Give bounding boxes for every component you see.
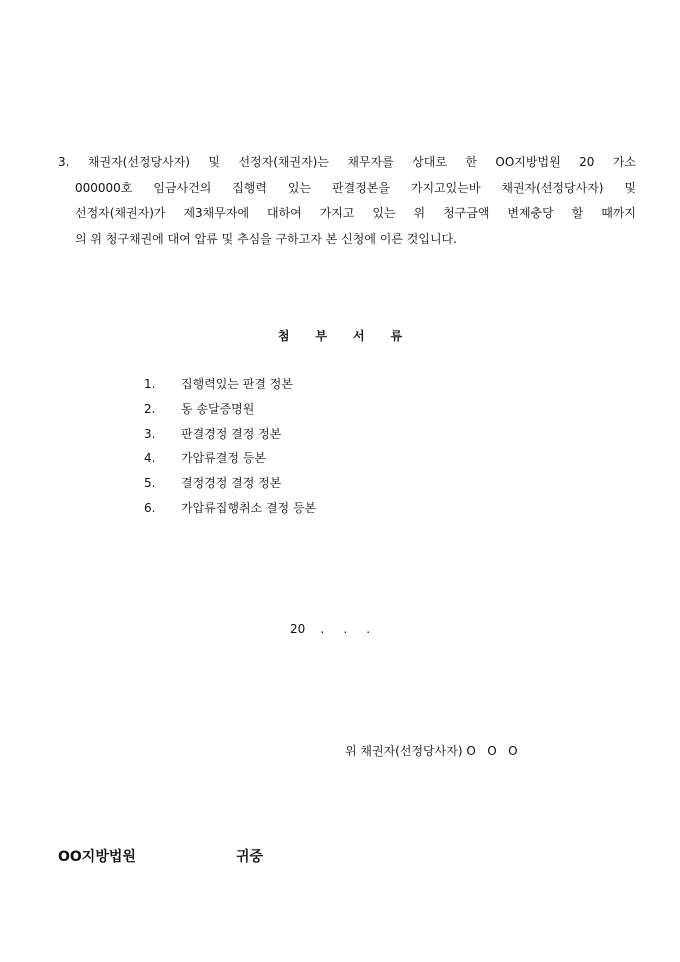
attachments-title: 첨부서류	[277, 329, 429, 343]
item-text: 결정경정 결정 정본	[181, 476, 282, 491]
item-text: 집행력있는 판결 정본	[181, 377, 293, 391]
list-item	[144, 446, 316, 471]
list-item	[144, 397, 316, 422]
item-text: 가압류결정 등본	[181, 451, 266, 466]
item-number: 5.	[144, 476, 156, 491]
item-number: 4.	[144, 451, 156, 466]
item-text: 가압류집행취소 결정 등본	[181, 500, 317, 515]
item-text: 동 송달증명원	[181, 401, 255, 416]
item-number: 6.	[144, 500, 156, 515]
signer-line: 위 채권자(선정당사자) O O O	[345, 744, 518, 758]
list-item	[144, 372, 316, 397]
paragraph-line-3: 선정자(채권자)가 제3채무자에 대하여 가지고 있는 위 청구금액 변제충당 할 때까지	[75, 206, 636, 220]
item-number: 1.	[144, 377, 156, 391]
recipient-honorific: 귀중	[236, 849, 264, 865]
item-number: 3.	[144, 426, 156, 441]
date-line: 20 . . .	[290, 622, 371, 636]
body-paragraph	[58, 150, 636, 252]
paragraph-line-2: 000000호 임금사건의 집행력 있는 판결정본을 가지고있는바 채권자(선정당사자) 및	[75, 180, 636, 195]
list-item	[144, 422, 316, 447]
paragraph-line-1: 3. 채권자(선정당사자) 및 선정자(채권자)는 채무자를 상대로 한 OO지방법원 20 가소	[58, 155, 636, 169]
court-name: OO지방법원	[58, 849, 136, 865]
item-text: 판결경정 결정 정본	[181, 426, 282, 441]
paragraph-line-4: 의 위 청구채권에 대여 압류 및 추심을 구하고자 본 신청에 이른 것입니다.	[75, 231, 457, 246]
item-number: 2.	[144, 401, 156, 416]
list-item	[144, 496, 316, 521]
attachments-list	[144, 372, 316, 521]
list-item	[144, 471, 316, 496]
